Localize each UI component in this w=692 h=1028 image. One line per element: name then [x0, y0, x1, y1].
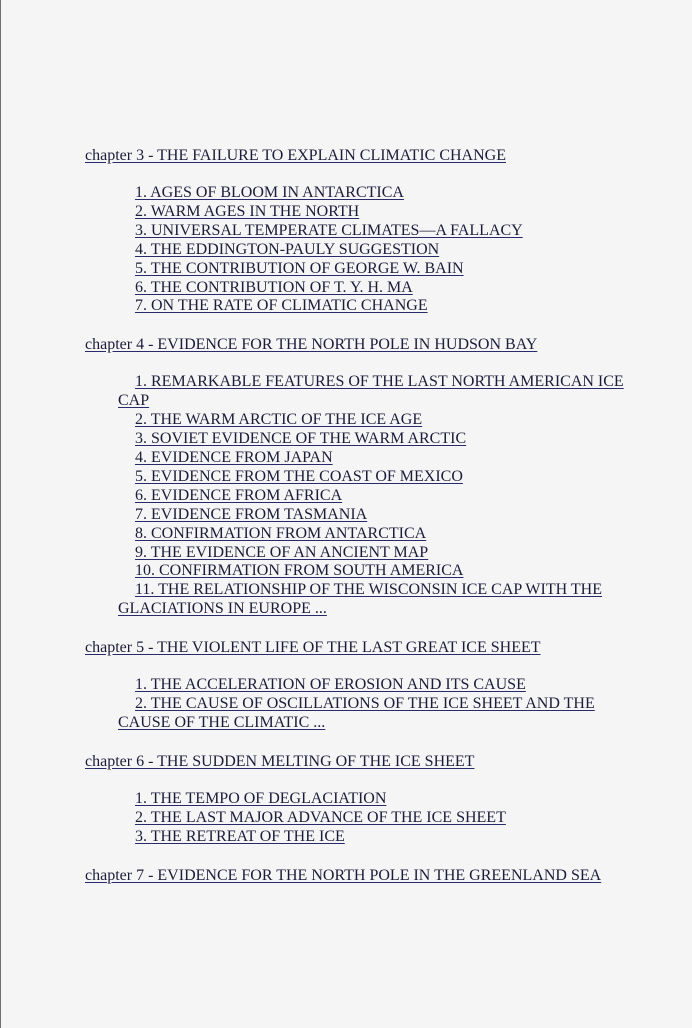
section-link[interactable]: 2. WARM AGES IN THE NORTH — [135, 202, 360, 220]
chapter-5-link[interactable]: chapter 5 - THE VIOLENT LIFE OF THE LAST GREAT ICE SHEET — [85, 639, 541, 657]
page-edge-line — [0, 0, 1, 1028]
section-link[interactable]: 3. SOVIET EVIDENCE OF THE WARM ARCTIC — [135, 430, 467, 448]
chapter-6-link[interactable]: chapter 6 - THE SUDDEN MELTING OF THE ICE SHEET — [85, 752, 475, 770]
section-link[interactable]: 5. EVIDENCE FROM THE COAST OF MEXICO — [135, 467, 463, 485]
section-link[interactable]: 2. THE WARM ARCTIC OF THE ICE AGE — [135, 411, 423, 429]
chapter-3 — [85, 146, 630, 316]
section-link[interactable]: 7. ON THE RATE OF CLIMATIC CHANGE — [135, 297, 428, 315]
section-link[interactable]: 2. THE LAST MAJOR ADVANCE OF THE ICE SHEET — [135, 808, 506, 826]
section-link[interactable]: 4. EVIDENCE FROM JAPAN — [135, 448, 333, 466]
section-link[interactable]: 5. THE CONTRIBUTION OF GEORGE W. BAIN — [135, 259, 464, 277]
chapter-6-sections — [118, 790, 630, 847]
chapter-6 — [85, 752, 630, 847]
section-link[interactable]: 4. THE EDDINGTON-PAULY SUGGESTION — [135, 240, 440, 258]
section-link[interactable]: 7. EVIDENCE FROM TASMANIA — [135, 505, 368, 523]
section-link[interactable]: 3. UNIVERSAL TEMPERATE CLIMATES—A FALLACY — [135, 221, 523, 239]
chapter-3-sections — [118, 184, 630, 316]
section-link[interactable]: 6. EVIDENCE FROM AFRICA — [135, 486, 343, 504]
section-link[interactable]: 10. CONFIRMATION FROM SOUTH AMERICA — [135, 562, 464, 580]
chapter-5-sections — [118, 676, 630, 733]
chapter-3-link[interactable]: chapter 3 - THE FAILURE TO EXPLAIN CLIMATIC CHANGE — [85, 147, 506, 164]
chapter-4 — [85, 335, 630, 619]
chapter-4-sections — [118, 373, 630, 619]
section-link[interactable]: 6. THE CONTRIBUTION OF T. Y. H. MA — [135, 278, 413, 296]
table-of-contents — [85, 146, 630, 904]
chapter-5 — [85, 638, 630, 733]
chapter-4-link[interactable]: chapter 4 - EVIDENCE FOR THE NORTH POLE IN HUDSON BAY — [85, 336, 538, 354]
section-link[interactable]: 1. THE ACCELERATION OF EROSION AND ITS CAUSE — [135, 676, 526, 694]
chapter-7-link[interactable]: chapter 7 - EVIDENCE FOR THE NORTH POLE IN THE GREENLAND SEA — [85, 866, 602, 884]
section-link[interactable]: 11. THE RELATIONSHIP OF THE WISCONSIN ICE CAP WITH THE GLACIATIONS IN EUROPE ... — [118, 581, 602, 618]
section-link[interactable]: 2. THE CAUSE OF OSCILLATIONS OF THE ICE SHEET AND THE CAUSE OF THE CLIMATIC ... — [118, 695, 595, 731]
section-link[interactable]: 9. THE EVIDENCE OF AN ANCIENT MAP — [135, 543, 429, 561]
section-link[interactable]: 8. CONFIRMATION FROM ANTARCTICA — [135, 524, 427, 542]
section-link[interactable]: 1. THE TEMPO OF DEGLACIATION — [135, 789, 387, 807]
section-link[interactable]: 3. THE RETREAT OF THE ICE — [135, 827, 345, 845]
section-link[interactable]: 1. REMARKABLE FEATURES OF THE LAST NORTH AMERICAN ICE CAP — [118, 373, 624, 410]
chapter-7 — [85, 866, 630, 885]
section-link[interactable]: 1. AGES OF BLOOM IN ANTARCTICA — [135, 184, 404, 201]
